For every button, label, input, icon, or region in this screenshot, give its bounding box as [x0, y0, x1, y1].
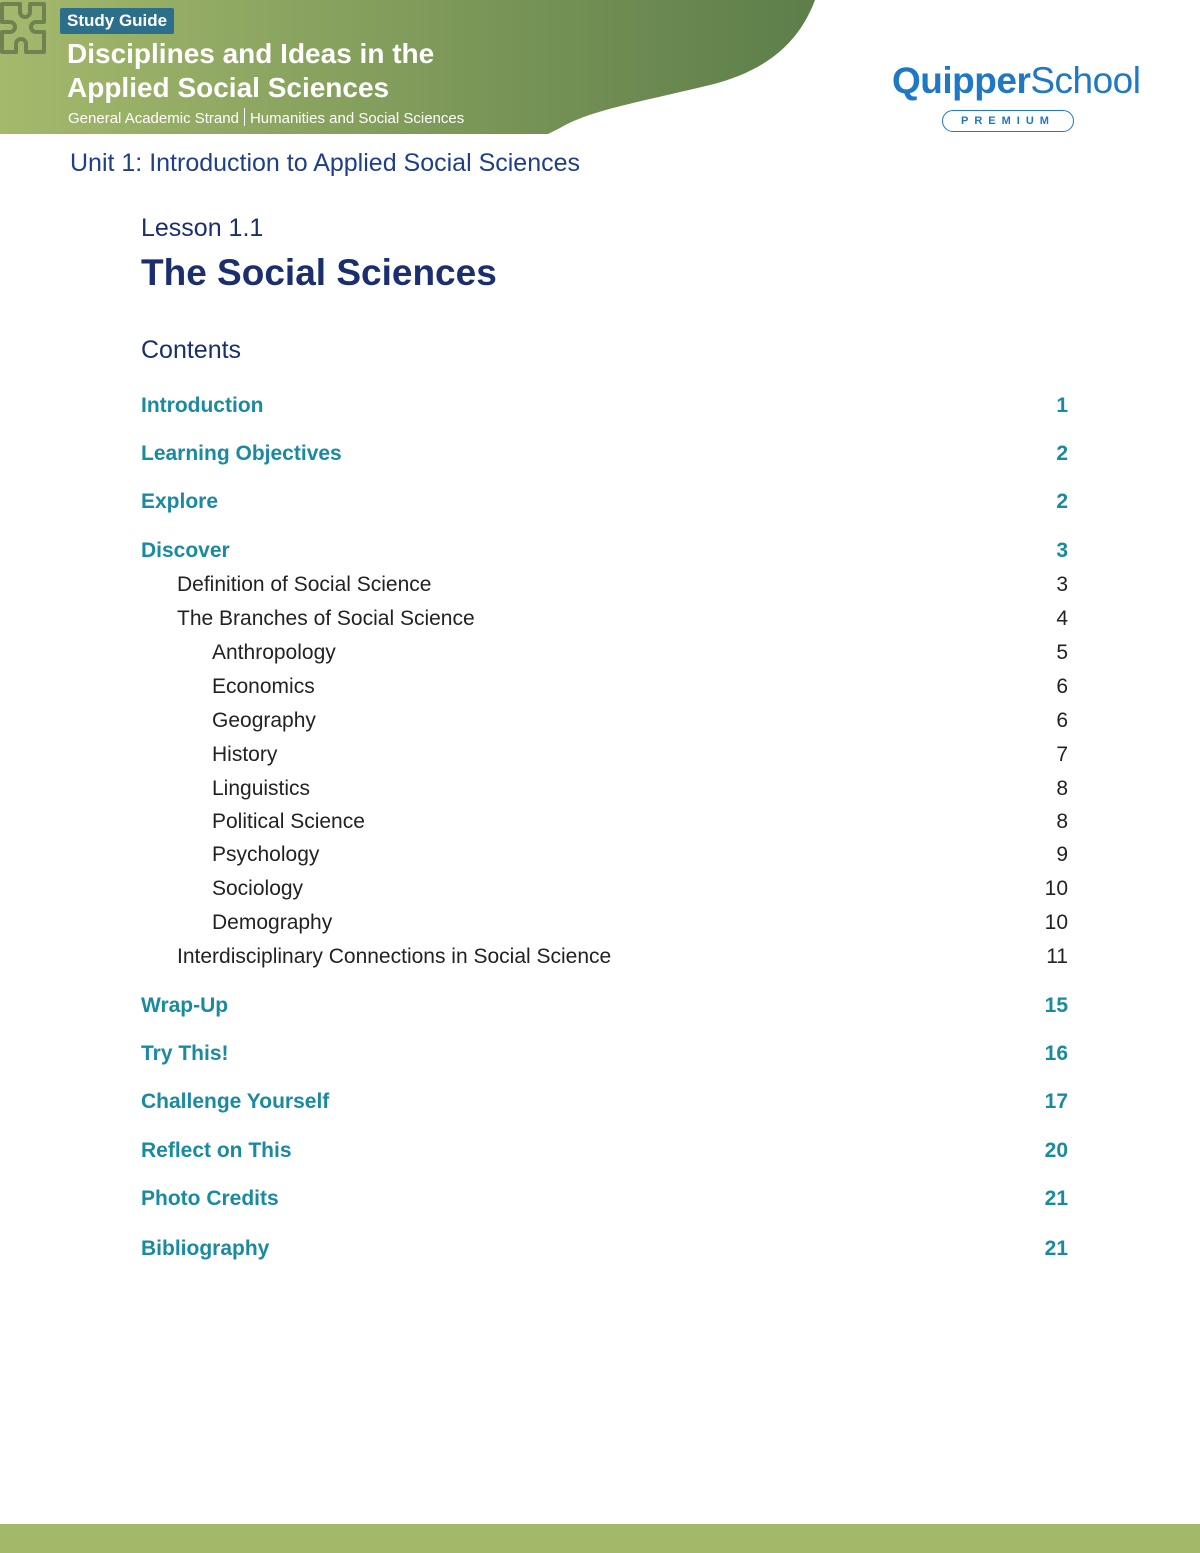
toc-entry-page: 15: [1044, 994, 1068, 1017]
toc-entry-label: The Branches of Social Science: [177, 607, 475, 630]
subtitle-divider: [244, 108, 245, 126]
unit-title: Unit 1: Introduction to Applied Social Sciences: [70, 149, 581, 177]
toc-entry-label: Psychology: [212, 843, 320, 866]
toc-entry-label: Geography: [212, 709, 316, 732]
toc-entry[interactable]: [0, 706, 1200, 736]
lesson-title: The Social Sciences: [141, 252, 497, 293]
toc-entry-label: Try This!: [141, 1042, 229, 1065]
toc-entry-label: Demography: [212, 911, 333, 934]
course-title-line1: Disciplines and Ideas in the: [67, 38, 435, 69]
logo-school: School: [1030, 60, 1141, 101]
toc-entry-label: Wrap-Up: [141, 994, 229, 1017]
toc-entry[interactable]: [0, 1136, 1200, 1166]
toc-entry[interactable]: [0, 807, 1200, 837]
toc-entry-page: 21: [1044, 1237, 1068, 1260]
toc-entry-page: 2: [1056, 490, 1068, 513]
toc-entry[interactable]: [0, 439, 1200, 469]
toc-entry-page: 10: [1044, 911, 1068, 934]
track-label: Humanities and Social Sciences: [249, 110, 465, 127]
toc-entry[interactable]: [0, 840, 1200, 870]
toc-entry-page: 2: [1056, 442, 1068, 465]
toc-entry-page: 21: [1044, 1187, 1068, 1210]
toc-entry-label: Definition of Social Science: [177, 573, 432, 596]
toc-entry-page: 4: [1056, 607, 1068, 630]
toc-entry-label: Introduction: [141, 394, 264, 417]
toc-entry-label: Sociology: [212, 877, 304, 900]
toc-entry-page: 11: [1046, 945, 1068, 968]
toc-entry-page: 5: [1056, 641, 1068, 664]
toc-entry-label: Learning Objectives: [141, 442, 342, 465]
toc-entry[interactable]: [0, 1039, 1200, 1069]
toc-entry[interactable]: [0, 1184, 1200, 1214]
toc-entry-page: 9: [1056, 843, 1068, 866]
toc-entry-label: Interdisciplinary Connections in Social Science: [177, 945, 612, 968]
toc-entry-label: Bibliography: [141, 1237, 270, 1260]
toc-entry[interactable]: [0, 1234, 1200, 1264]
strand-label: General Academic Strand: [68, 110, 239, 127]
course-title: [67, 37, 627, 105]
toc-entry-page: 6: [1056, 709, 1068, 732]
toc-entry[interactable]: [0, 874, 1200, 904]
toc-entry[interactable]: [0, 908, 1200, 938]
toc-entry-label: Explore: [141, 490, 219, 513]
toc-entry[interactable]: [0, 604, 1200, 634]
toc-entry-label: Reflect on This: [141, 1139, 292, 1162]
toc-entry-label: Challenge Yourself: [141, 1090, 330, 1113]
toc-entry-label: Linguistics: [212, 777, 311, 800]
logo-premium-pill: PREMIUM: [942, 110, 1074, 132]
header-banner: [0, 0, 830, 136]
toc-entry-label: Political Science: [212, 810, 365, 833]
toc-entry-page: 3: [1056, 539, 1068, 562]
toc-entry-page: 8: [1056, 810, 1068, 833]
toc-entry[interactable]: [0, 774, 1200, 804]
logo-wordmark: [892, 60, 1141, 102]
toc-entry-label: History: [212, 743, 278, 766]
toc-entry-page: 10: [1044, 877, 1068, 900]
toc-entry-page: 3: [1056, 573, 1068, 596]
study-guide-badge: Study Guide: [60, 8, 174, 34]
toc-entry[interactable]: [0, 536, 1200, 566]
contents-heading: Contents: [141, 336, 242, 364]
toc-entry-page: 17: [1044, 1090, 1068, 1113]
toc-entry[interactable]: [0, 991, 1200, 1021]
toc-entry[interactable]: [0, 391, 1200, 421]
toc-entry-page: 1: [1056, 394, 1068, 417]
logo-quipper: Quipper: [892, 60, 1031, 101]
toc-entry-page: 8: [1056, 777, 1068, 800]
toc-entry[interactable]: [0, 740, 1200, 770]
course-subtitle: [68, 108, 464, 129]
toc-entry-page: 6: [1056, 675, 1068, 698]
toc-entry-label: Economics: [212, 675, 315, 698]
toc-entry-page: 7: [1056, 743, 1068, 766]
toc-entry[interactable]: [0, 672, 1200, 702]
puzzle-icon: [0, 0, 48, 56]
lesson-number: Lesson 1.1: [141, 214, 264, 242]
toc-entry-label: Anthropology: [212, 641, 336, 664]
toc-entry[interactable]: [0, 638, 1200, 668]
toc-entry-label: Photo Credits: [141, 1187, 279, 1210]
toc-entry-label: Discover: [141, 539, 230, 562]
course-title-line2: Applied Social Sciences: [67, 72, 390, 103]
toc-entry[interactable]: [0, 487, 1200, 517]
toc-entry[interactable]: [0, 570, 1200, 600]
toc-entry-page: 20: [1044, 1139, 1068, 1162]
toc-entry[interactable]: [0, 942, 1200, 972]
toc-entry[interactable]: [0, 1087, 1200, 1117]
footer-bar: [0, 1524, 1200, 1553]
quipper-school-logo: [892, 60, 1141, 136]
toc-entry-page: 16: [1044, 1042, 1068, 1065]
